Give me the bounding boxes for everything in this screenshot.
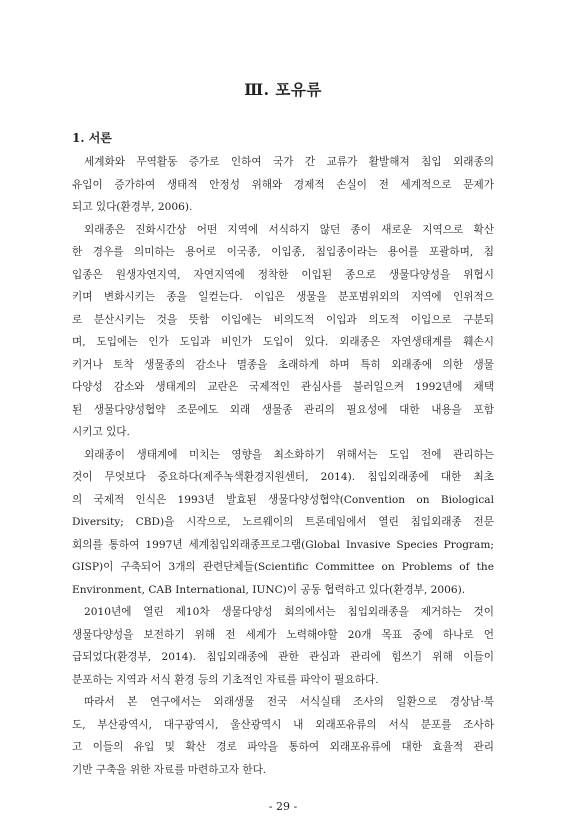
paragraph-line: 유입이 증가하여 생태적 안정성 위해와 경제적 손실이 전 세계적으로 문제가 bbox=[72, 178, 494, 191]
paragraph-line: 기반 구축을 위한 자료를 마련하고자 한다. bbox=[72, 763, 267, 776]
paragraph-line: 급되었다(환경부, 2014). 침입외래종에 관한 관심과 관리에 힘쓰기 위해 이들이 bbox=[72, 651, 494, 663]
page-number: - 29 - bbox=[268, 800, 298, 813]
chapter-title: Ⅲ. 포유류 bbox=[244, 80, 322, 99]
paragraph-line: 세계화와 무역활동 증가로 인하여 국가 간 교류가 활발해져 침입 외래종의 bbox=[84, 156, 494, 168]
paragraph-line: 된 생물다양성협약 조문에도 외래 생물종 관리의 필요성에 대한 내용을 포함 bbox=[72, 403, 494, 416]
paragraph-line: 생물다양성을 보전하기 위해 전 세계가 노력해야할 20개 목표 중에 하나로 언 bbox=[72, 628, 494, 641]
body-paragraph bbox=[72, 601, 494, 691]
paragraph-line: Diversity; CBD)을 시작으로, 노르웨이의 트론데임에서 열린 침입외래종 전문 bbox=[72, 516, 494, 528]
paragraph-line: 고 이들의 유입 및 확산 경로 파악을 통하여 외래포유류에 대한 효율적 관리 bbox=[72, 741, 494, 753]
paragraph-line: 2010년에 열린 제10차 생물다양성 회의에서는 침입외래종을 제거하는 것이 bbox=[84, 606, 494, 618]
paragraph-line: 한 경우를 의미하는 용어로 이국종, 이입종, 침입종이라는 용어를 포괄하며, 침 bbox=[72, 246, 494, 258]
paragraph-line: 키거나 토착 생물종의 감소나 멸종을 초래하게 하며 특히 외래종에 의한 생물 bbox=[72, 358, 494, 371]
paragraph-line: Environment, CAB International, IUNC)이 공동 협력하고 있다(환경부, 2006). bbox=[72, 583, 466, 596]
paragraph-line: 되고 있다(환경부, 2006). bbox=[72, 201, 193, 213]
body-paragraph bbox=[72, 151, 494, 219]
paragraph-line: 로 분산시키는 것을 뜻함 이입에는 비의도적 이입과 의도적 이입으로 구분되 bbox=[72, 313, 494, 326]
paragraph-line: 것이 무엇보다 중요하다(제주녹색환경지원센터, 2014). 침입외래종에 대한 최초 bbox=[72, 471, 494, 483]
section-heading: 1. 서론 bbox=[72, 131, 112, 145]
paragraph-line: 도, 부산광역시, 대구광역시, 울산광역시 내 외래포유류의 서식 분포를 조사하 bbox=[72, 718, 494, 731]
body-paragraph bbox=[72, 444, 494, 602]
paragraph-line: 입종은 원생자연지역, 자연지역에 정착한 이입된 종으로 생물다양성을 위협시 bbox=[72, 268, 494, 281]
body-paragraph bbox=[72, 691, 494, 781]
paragraph-line: 의 국제적 인식은 1993년 발효된 생물다양성협약(Convention on Biological bbox=[72, 493, 494, 506]
paragraph-line: 며, 도입에는 인가 도입과 비인가 도입이 있다. 외래종은 자연생태계를 훼손시 bbox=[72, 336, 494, 348]
paragraph-line: 다양성 감소와 생태계의 교란은 국제적인 관심사를 불러일으켜 1992년에 채택 bbox=[72, 381, 494, 393]
paragraph-line: 따라서 본 연구에서는 외래생물 전국 서식실태 조사의 일환으로 경상남·북 bbox=[84, 696, 494, 708]
body-paragraph bbox=[72, 219, 494, 444]
paragraph-line: 키며 변화시키는 종을 일컫는다. 이입은 생물을 분포범위외의 지역에 인위적으 bbox=[72, 291, 494, 303]
paragraph-line: 시키고 있다. bbox=[72, 426, 130, 438]
paragraph-line: GISP)이 구축되어 3개의 관련단체들(Scientific Committee on Problems of the bbox=[72, 561, 494, 573]
paragraph-line: 회의를 통하여 1997년 세계침입외래종프로그램(Global Invasive Species Program; bbox=[72, 538, 494, 551]
body-text bbox=[72, 151, 494, 781]
paragraph-line: 외래종이 생태계에 미치는 영향을 최소화하기 위해서는 도입 전에 관리하는 bbox=[84, 448, 494, 461]
paragraph-line: 외래종은 진화시간상 어떤 지역에 서식하지 않던 종이 새로운 지역으로 확산 bbox=[84, 223, 494, 236]
paragraph-line: 분포하는 지역과 서식 환경 등의 기초적인 자료를 파악이 필요하다. bbox=[72, 673, 379, 686]
